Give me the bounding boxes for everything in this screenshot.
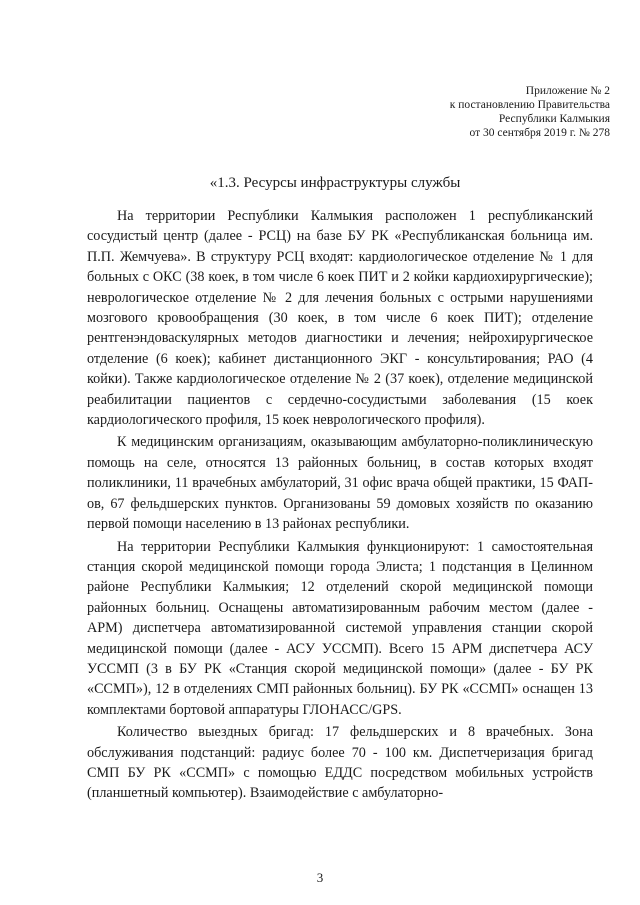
paragraph: К медицинским организациям, оказывающим амбулаторно-поликлиническую помощь на селе, относятся 13 районных больниц, в состав которых входят поликлиники, 11 врачебных амбулаторий, 31 офис врача общей практики, 15 ФАП-ов, 67 фельдшерских пунктов. Организованы 59 домовых хозяйств по оказанию первой помощи населению в 13 районах республики. xyxy=(87,434,593,533)
appendix-line: Приложение № 2 xyxy=(525,85,610,97)
appendix-line: к постановлению Правительства xyxy=(449,99,610,111)
paragraph: На территории Республики Калмыкия функционируют: 1 самостоятельная станция скорой медицинской помощи города Элиста; 1 подстанция в Целинном районе Республики Калмыкия; 12 отделений скорой медицинской помощи районных больниц. Оснащены автоматизированным рабочим местом (далее - АРМ) диспетчера автоматизированной системой управления станции скорой медицинской помощи (далее - АСУ УССМП). Всего 15 АРМ диспетчера АСУ УССМП (3 в БУ РК «Станция скорой медицинской помощи» (далее - БУ РК «ССМП»), 12 в отделениях СМП районных больниц). БУ РК «ССМП» оснащен 13 комплектами бортовой аппаратуры ГЛОНАСС/GPS. xyxy=(87,538,593,718)
document-body xyxy=(87,206,593,806)
appendix-line: Республики Калмыкия xyxy=(498,113,610,125)
paragraph: Количество выездных бригад: 17 фельдшерских и 8 врачебных. Зона обслуживания подстанций: радиус более 70 - 100 км. Диспетчеризация бригад СМП БУ РК «ССМП» с помощью ЕДДС посредством мобильных устройств (планшетный компьютер). Взаимодействие с амбулаторно- xyxy=(87,724,593,802)
appendix-line: от 30 сентября 2019 г. № 278 xyxy=(469,127,610,139)
section-title: «1.3. Ресурсы инфраструктуры службы xyxy=(209,175,461,191)
page-number: 3 xyxy=(316,870,324,885)
appendix-header xyxy=(350,84,610,140)
paragraph: На территории Республики Калмыкия расположен 1 республиканский сосудистый центр (далее - РСЦ) на базе БУ РК «Республиканская больница им. П.П. Жемчуева». В структуру РСЦ входят: кардиологическое отделение № 1 для больных с ОКС (38 коек, в том числе 6 коек ПИТ и 2 койки кардиохирургические); неврологическое отделение № 2 для лечения больных с острыми нарушениями мозгового кровообращения (30 коек, в том числе 6 коек ПИТ); отделение рентгенэндоваскулярных методов диагностики и лечения; нейрохирургическое отделение (6 коек); кабинет дистанционного ЭКГ - консультирования; РАО (4 койки). Также кардиологическое отделение № 2 (37 коек), отделение медицинской реабилитации пациентов с сердечно-сосудистыми заболевания (15 коек кардиологического профиля, 15 коек неврологического профиля). xyxy=(87,208,593,429)
